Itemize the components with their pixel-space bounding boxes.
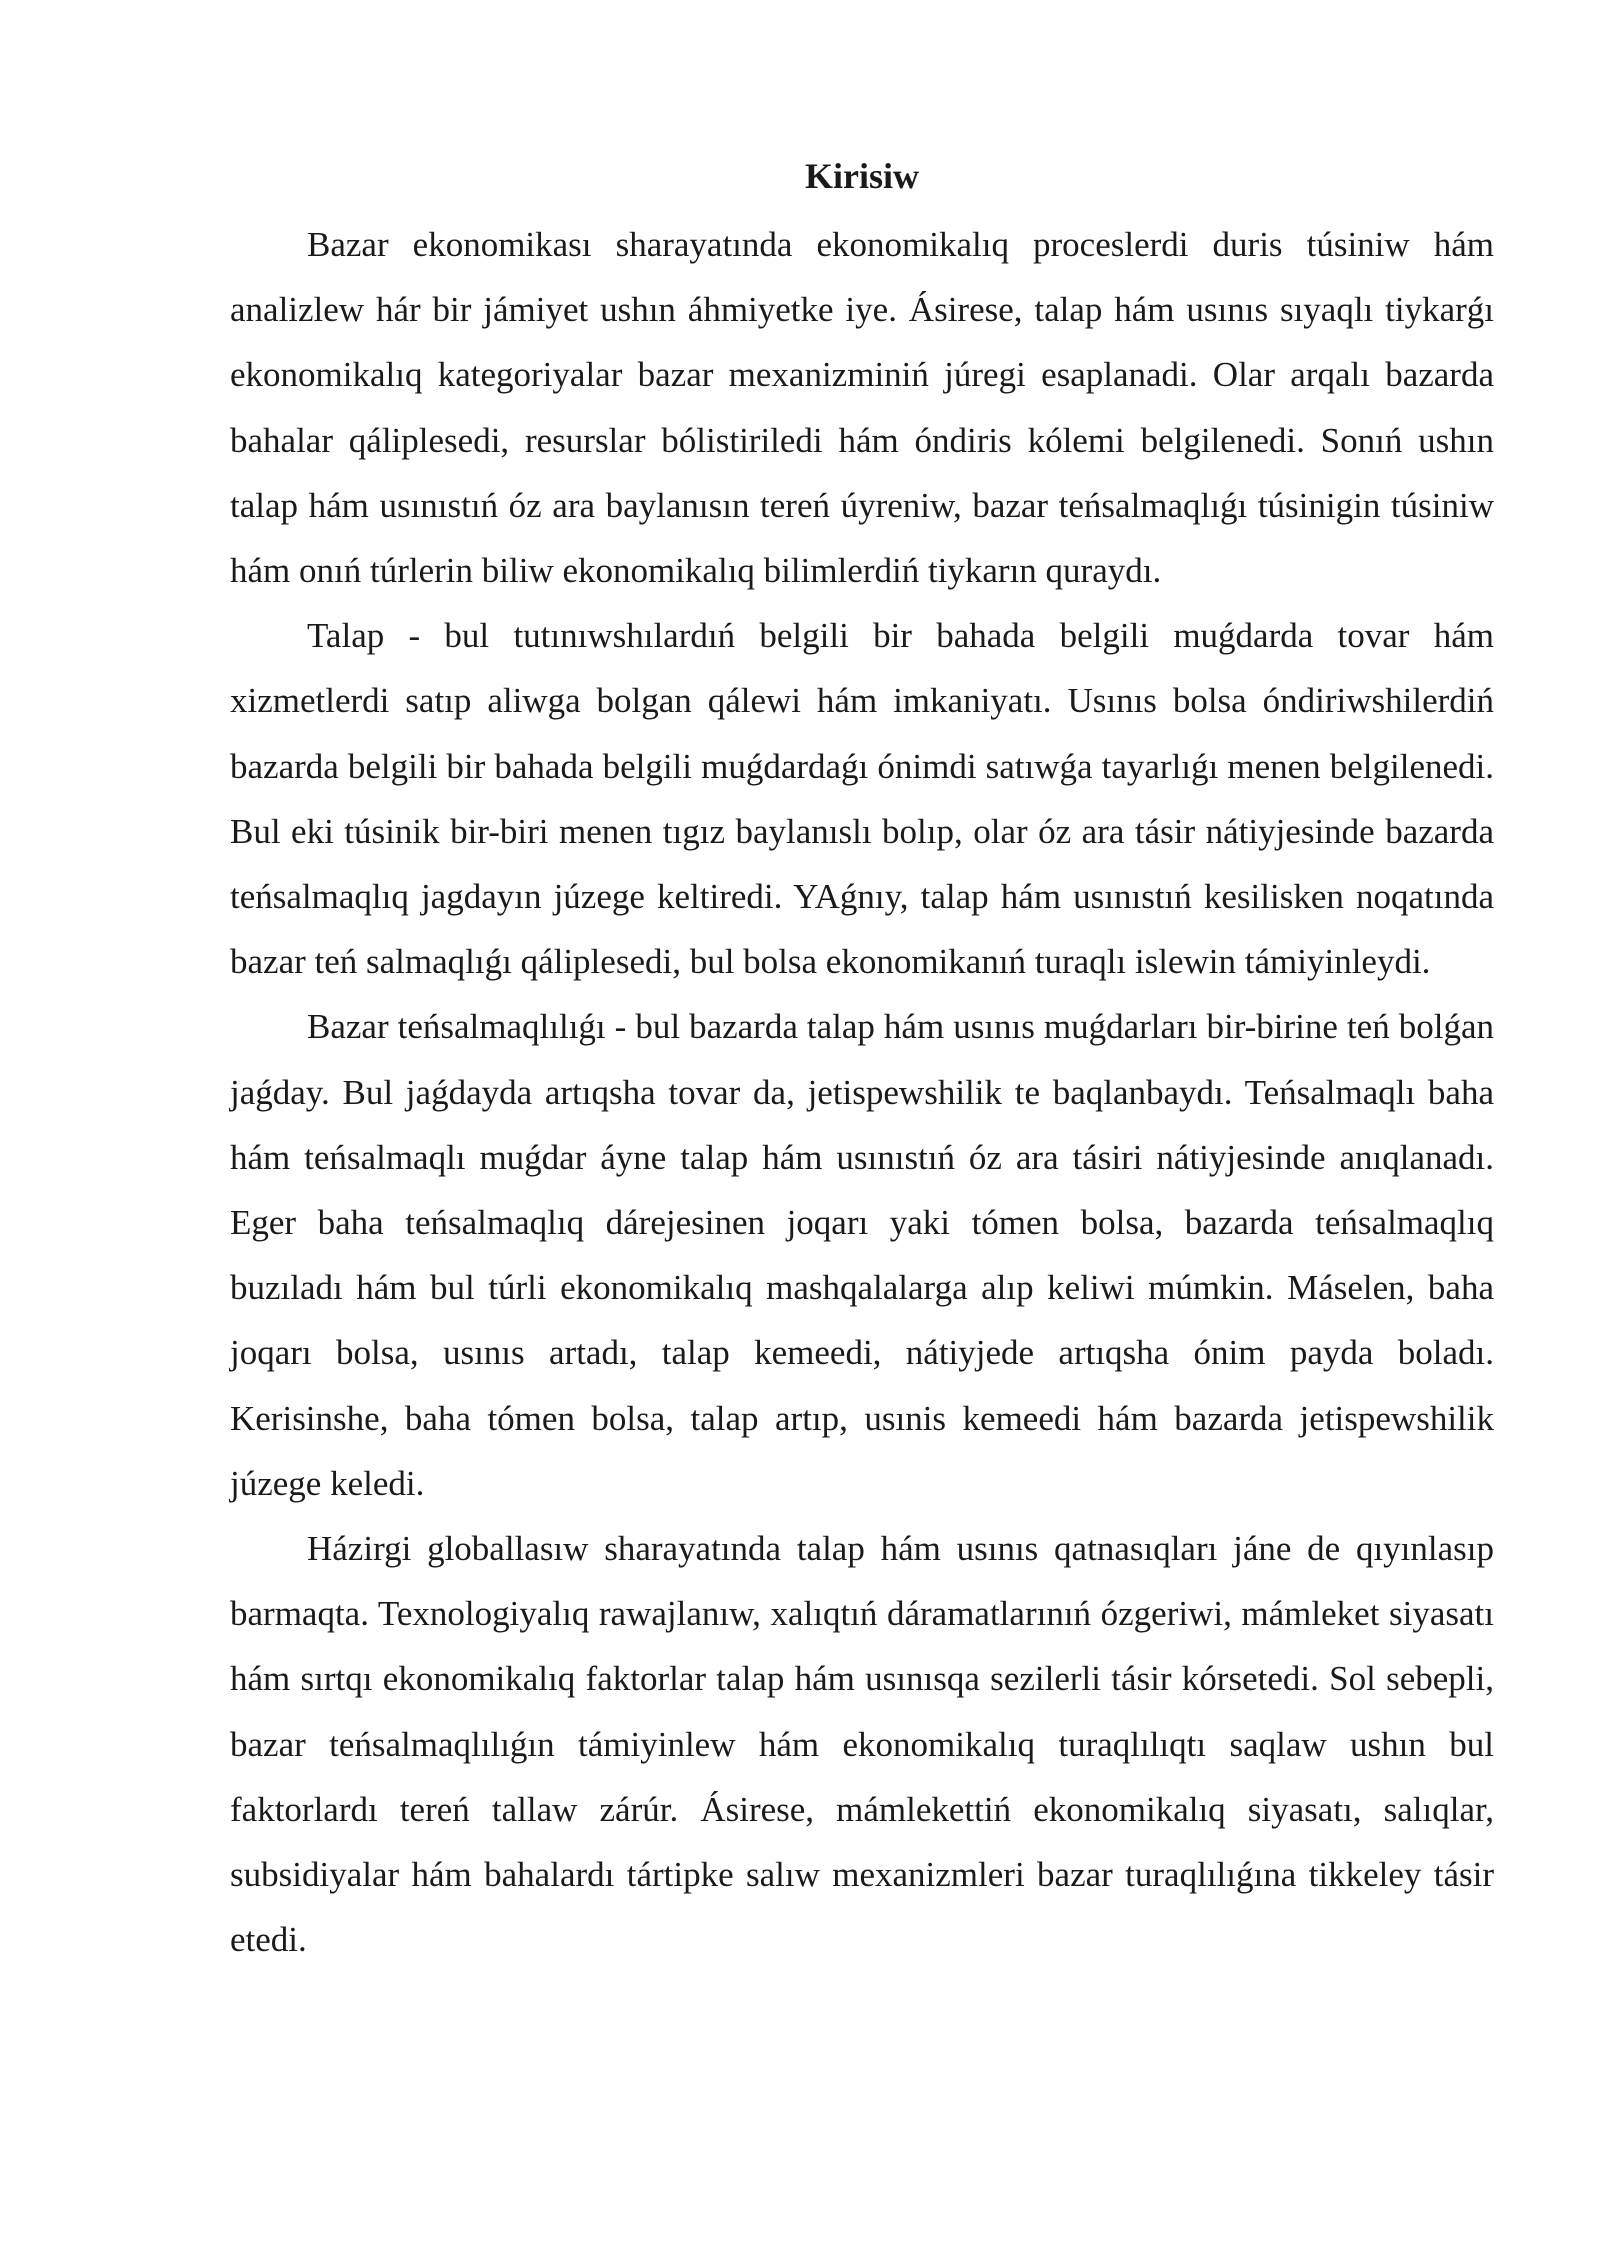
paragraph-market-equilibrium: Bazar teńsalmaqlılıǵı - bul bazarda talap hám usınıs muǵdarları bir-birine teń bolǵan jaǵday. Bul jaǵdayda artıqsha tovar da, jetispewshilik te baqlanbaydı. Teńsalmaqlı baha hám teńsalmaqlı muǵdar áyne talap hám usınıstıń óz ara tásiri nátiyjesinde anıqlanadı. Eger baha teńsalmaqlıq dárejesinen joqarı yaki tómen bolsa, bazarda teńsalmaqlıq buzıladı hám bul túrli ekonomikalıq mashqalalarga alıp keliwi múmkin. Máselen, baha joqarı bolsa, usınıs artadı, talap kemeedi, nátiyjede artıqsha ónim payda boladı. Kerisinshe, baha tómen bolsa, talap artıp, usınis kemeedi hám bazarda jetispewshilik júzege keledi. bbox=[230, 1007, 1494, 1503]
paragraph-demand-supply: Talap - bul tutınıwshılardıń belgili bir bahada belgili muǵdarda tovar hám xizmetlerdi satıp aliwga bolgan qálewi hám imkaniyatı. Usınıs bolsa óndiriwshilerdiń bazarda belgili bir bahada belgili muǵdardaǵı ónimdi satıwǵa tayarlıǵı menen belgilenedi. Bul eki túsinik bir-biri menen tıgız baylanıslı bolıp, olar óz ara tásir nátiyjesinde bazarda teńsalmaqlıq jagdayın júzege keltiredi. YAǵnıy, talap hám usınıstıń kesilisken noqatında bazar teń salmaqlıǵı qáliplesedi, bul bolsa ekonomikanıń turaqlı islewin támiyinleydi. bbox=[230, 616, 1494, 982]
paragraph-globalization: Házirgi globallasıw sharayatında talap hám usınıs qatnasıqları jáne de qıyınlasıp barmaqta. Texnologiyalıq rawajlanıw, xalıqtıń dáramatlarınıń ózgeriwi, mámleket siyasatı hám sırtqı ekonomikalıq faktorlar talap hám usınısqa sezilerli tásir kórsetedi. Sol sebepli, bazar teńsalmaqlılıǵın támiyinlew hám ekonomikalıq turaqlılıqtı saqlaw ushın bul faktorlardı tereń tallaw zárúr. Ásirese, mámlekettiń ekonomikalıq siyasatı, salıqlar, subsidiyalar hám bahalardı tártipke salıw mexanizmleri bazar turaqlılıǵına tikkeley tásir etedi. bbox=[230, 1529, 1494, 1960]
document-title: Kirisiw bbox=[805, 156, 919, 196]
paragraph-intro: Bazar ekonomikası sharayatında ekonomikalıq proceslerdi duris túsiniw hám analizlew hár bir jámiyet ushın áhmiyetke iye. Ásirese, talap hám usınıs sıyaqlı tiykarǵı ekonomikalıq kategoriyalar bazar mexanizminiń júregi esaplanadi. Olar arqalı bazarda bahalar qáliplesedi, resurslar bólistiriledi hám óndiris kólemi belgilenedi. Sonıń ushın talap hám usınıstıń óz ara baylanısın tereń úyreniw, bazar teńsalmaqlıǵı túsinigin túsiniw hám onıń túrlerin biliw ekonomikalıq bilimlerdiń tiykarın quraydı. bbox=[230, 225, 1494, 591]
document-body bbox=[230, 150, 1494, 1972]
